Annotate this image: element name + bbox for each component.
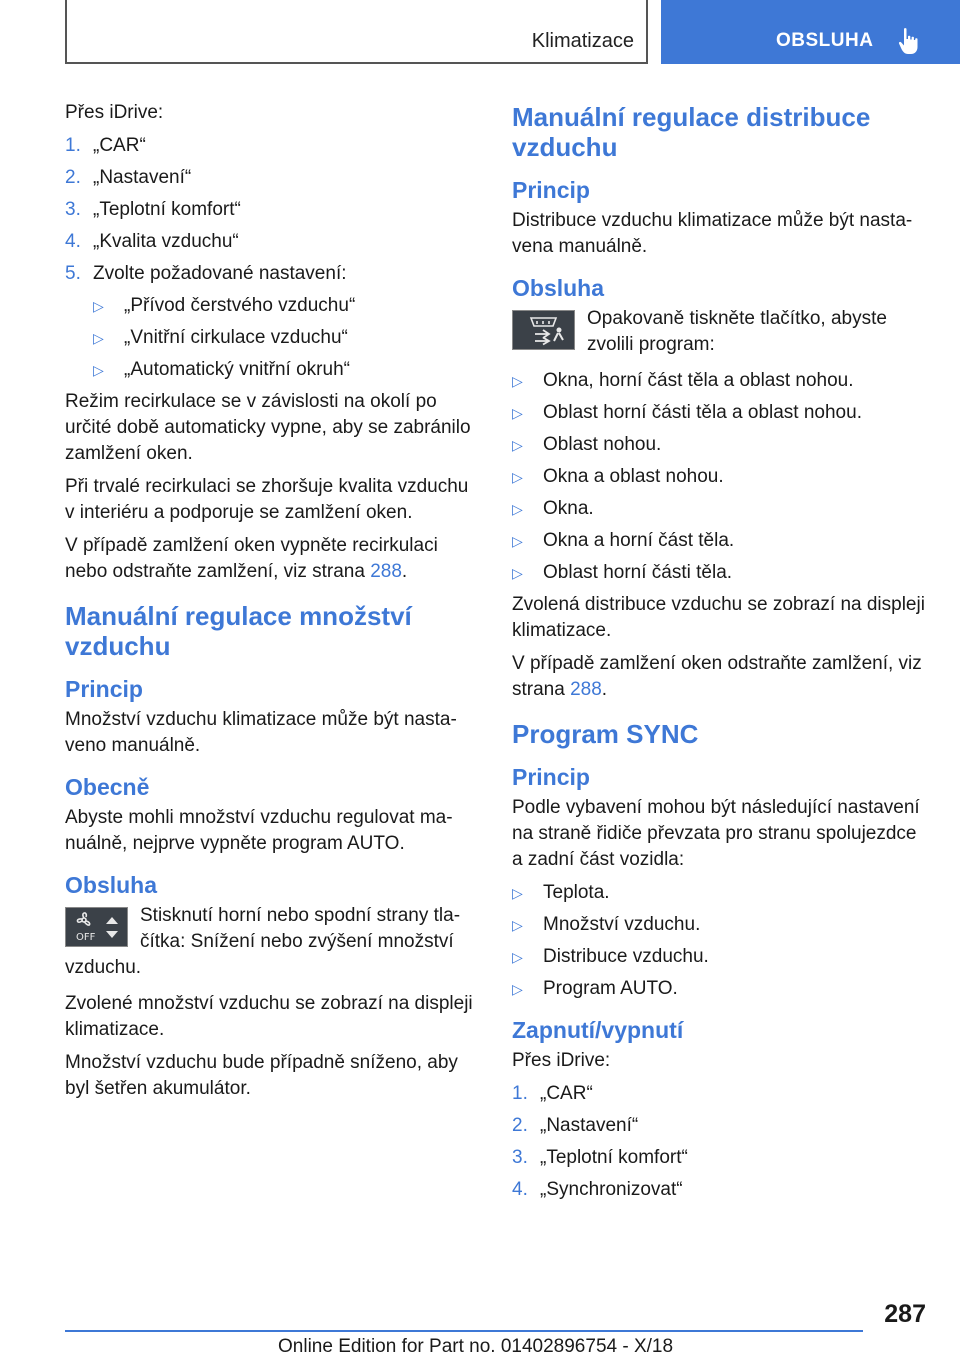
triangle-bullet-icon: ▷ [512,533,523,549]
triangle-bullet-icon: ▷ [93,298,104,314]
sub-list-item: ▷ „Vnitřní cirkulace vzduchu“ [65,325,480,351]
air-distribution-button-image [512,310,575,350]
chapter-title: Klimatizace [531,30,634,52]
header-title-box [65,0,648,64]
list-item: ▷ Okna, horní část těla a oblast nohou. [512,368,927,394]
fan-icon [66,908,127,946]
page-link[interactable]: 288 [370,561,402,582]
fan-button-image [65,907,128,947]
subheading: Princip [65,676,143,702]
right-column [512,100,927,1209]
edition-text: Online Edition for Part no. 01402896754 - X/18 [278,1336,674,1357]
subheading: Zapnutí/vypnutí [512,1017,684,1043]
subheading: Obsluha [65,872,158,898]
left-column [65,100,480,1109]
list-item: 2. „Nastavení“ [65,167,192,188]
triangle-bullet-icon: ▷ [93,362,104,378]
paragraph: Při trvalé recirkulaci se zhoršuje kvalita vzduchu v interiéru a podporuje se zamlžení oken. [65,476,469,523]
list-item: ▷ Teplota. [512,880,927,906]
subheading: Princip [512,764,590,790]
header-section-tab [661,0,960,64]
list-item: ▷ Oblast horní části těla a oblast nohou. [512,400,927,426]
paragraph: Abyste mohli množství vzduchu regulovat manuálně, nejprve vypněte program AUTO. [65,807,453,854]
paragraph: V případě zamlžení oken vypněte recirkulaci nebo odstraňte zamlžení, viz strana 288. [65,535,438,582]
paragraph: Množství vzduchu klimatizace může být nastaveno manuálně. [65,709,457,756]
operation-text: Stisknutí horní nebo spodní strany tlačítka: Snížení nebo zvýšení množství vzduchu. [65,905,461,978]
list-item: 4. „Kvalita vzduchu“ [65,231,239,252]
list-item: 5. Zvolte požadované nastavení: [65,263,347,284]
paragraph: Podle vybavení mohou být následující nastavení na straně řidiče převzata pro stranu spolujezdce a zadní část vozidla: [512,797,920,870]
sub-list-item: ▷ „Přívod čerstvého vzduchu“ [65,293,480,319]
paragraph: V případě zamlžení oken odstraňte zamlžení, viz strana 288. [512,653,922,700]
paragraph: Režim recirkulace se v závislosti na okolí po určité době automaticky vypne, aby se zabránilo zamlžení oken. [65,391,471,464]
subheading: Princip [512,177,590,203]
operation-block [65,903,480,981]
triangle-bullet-icon: ▷ [512,949,523,965]
triangle-bullet-icon: ▷ [512,565,523,581]
idrive-intro: Přes iDrive: [65,102,164,123]
list-item: ▷ Okna a oblast nohou. [512,464,927,490]
triangle-bullet-icon: ▷ [512,469,523,485]
triangle-bullet-icon: ▷ [512,373,523,389]
section-title: OBSLUHA [776,30,874,51]
list-item: 3. „Teplotní komfort“ [512,1147,688,1168]
triangle-bullet-icon: ▷ [512,501,523,517]
subheading: Obecně [65,774,150,800]
list-item: ▷ Okna a horní část těla. [512,528,927,554]
footer-divider [65,1330,863,1332]
idrive-intro: Přes iDrive: [512,1050,611,1071]
section-heading: Manuální regulace distribuce vzduchu [512,102,871,162]
list-item: ▷ Okna. [512,496,927,522]
list-item: 4. „Synchronizovat“ [512,1179,683,1200]
section-heading: Manuální regulace množství vzduchu [65,601,412,661]
list-item: 3. „Teplotní komfort“ [65,199,241,220]
page-number: 287 [884,1300,926,1328]
list-item: ▷ Množství vzduchu. [512,912,927,938]
fan-off-label: OFF [76,932,96,943]
list-item: ▷ Program AUTO. [512,976,927,1002]
section-heading: Program SYNC [512,719,699,749]
list-item: ▷ Distribuce vzduchu. [512,944,927,970]
paragraph: Zvolené množství vzduchu se zobrazí na displeji klimatizace. [65,993,473,1040]
list-item: ▷ Oblast horní části těla. [512,560,927,586]
air-distribution-icon [513,311,574,349]
triangle-bullet-icon: ▷ [512,885,523,901]
list-item: 1. „CAR“ [65,135,146,156]
operation-text: Opakovaně tiskněte tlačítko, abyste zvolili program: [587,308,887,355]
subheading: Obsluha [512,275,605,301]
list-item: 2. „Nastavení“ [512,1115,639,1136]
paragraph: Distribuce vzduchu klimatizace může být nastavena manuálně. [512,210,913,257]
triangle-bullet-icon: ▷ [512,405,523,421]
page-link[interactable]: 288 [570,679,602,700]
triangle-bullet-icon: ▷ [512,917,523,933]
list-item: ▷ Oblast nohou. [512,432,927,458]
hand-pointer-icon [898,27,920,55]
operation-block [512,306,927,358]
triangle-bullet-icon: ▷ [512,981,523,997]
list-item: 1. „CAR“ [512,1083,593,1104]
sub-list-item: ▷ „Automatický vnitřní okruh“ [65,357,480,383]
paragraph: Množství vzduchu bude případně sníženo, aby byl šetřen akumulátor. [65,1052,458,1099]
triangle-bullet-icon: ▷ [512,437,523,453]
triangle-bullet-icon: ▷ [93,330,104,346]
paragraph: Zvolená distribuce vzduchu se zobrazí na displeji klimatizace. [512,594,925,641]
